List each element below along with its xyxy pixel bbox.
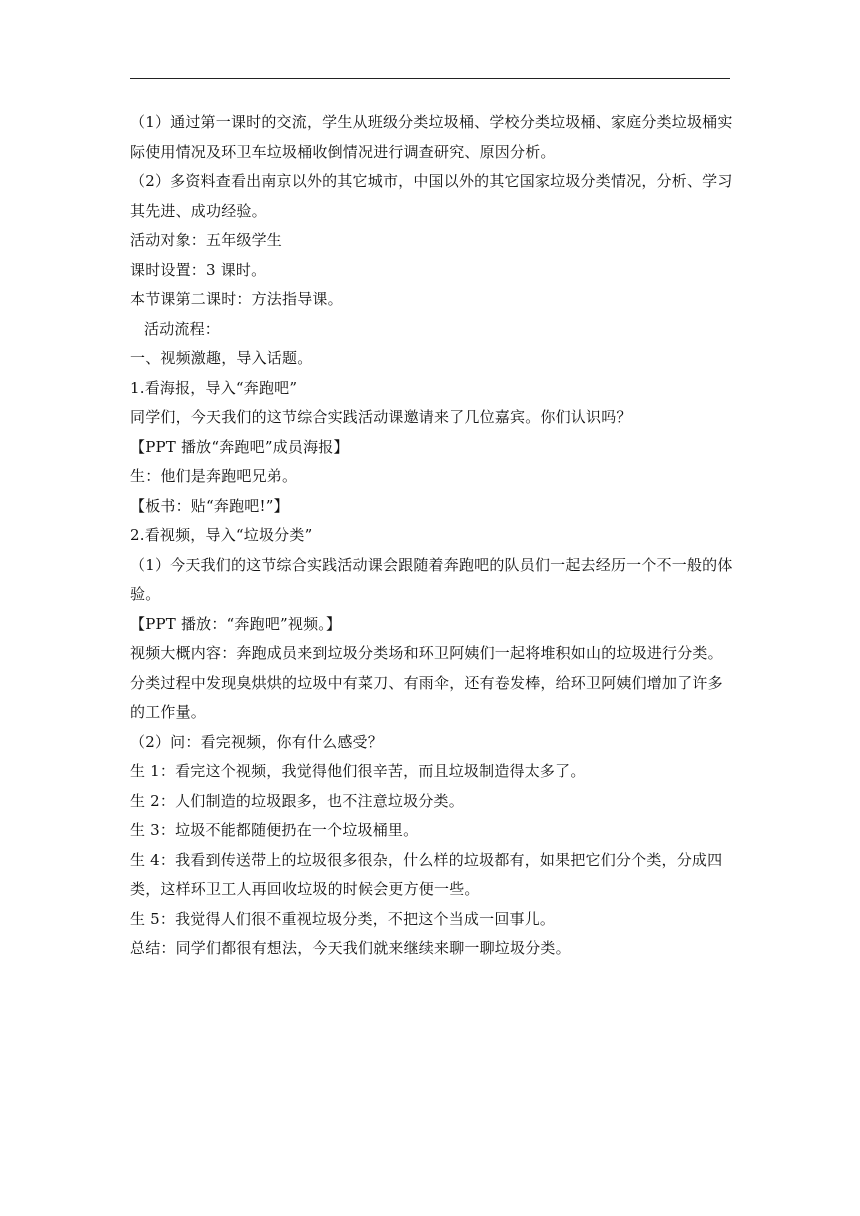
paragraph-lesson-type: 本节课第二课时：方法指导课。 — [130, 290, 343, 308]
paragraph-research-1: （1）通过第一课时的交流，学生从班级分类垃圾桶、学校分类垃圾桶、家庭分类垃圾桶实际使用情况及环卫车垃圾桶收倒情况进行调查研究、原因分析。 — [130, 113, 733, 161]
paragraph-student-reply: 生：他们是奔跑吧兄弟。 — [130, 467, 298, 485]
paragraph-video-intro: （1）今天我们的这节综合实践活动课会跟随着奔跑吧的队员们一起去经历一个不一般的体验。 — [130, 555, 733, 603]
paragraph-question: （2）问：看完视频，你有什么感受？ — [130, 732, 383, 751]
paragraph-activity-target: 活动对象：五年级学生 — [130, 231, 283, 249]
paragraph-ppt-video: 【PPT 播放：“奔跑吧”视频。】 — [130, 614, 342, 633]
paragraph-student-4: 生 4：我看到传送带上的垃圾很多很杂，什么样的垃圾都有，如果把它们分个类，分成四类，这样环卫工人再回收垃圾的时候会更方便一些。 — [130, 850, 723, 898]
section-heading-1: 一、视频激趣，导入话题。 — [130, 349, 313, 367]
subheading-poster: 1.看海报，导入“奔跑吧” — [130, 378, 298, 397]
paragraph-intro-guests: 同学们，今天我们的这节综合实践活动课邀请来了几位嘉宾。你们认识吗？ — [130, 408, 632, 426]
paragraph-video-content: 视频大概内容：奔跑成员来到垃圾分类场和环卫阿姨们一起将堆积如山的垃圾进行分类。分类过程中发现臭烘烘的垃圾中有菜刀、有雨伞，还有卷发棒，给环卫阿姨们增加了许多的工作量。 — [130, 644, 723, 721]
paragraph-student-5: 生 5：我觉得人们很不重视垃圾分类，不把这个当成一回事儿。 — [130, 909, 556, 928]
paragraph-activity-flow: 活动流程： — [144, 319, 221, 338]
header-divider — [130, 78, 730, 79]
paragraph-class-hours: 课时设置：3 课时。 — [130, 260, 267, 279]
paragraph-research-2: （2）多资料查看出南京以外的其它城市，中国以外的其它国家垃圾分类情况，分析、学习其先进、成功经验。 — [130, 172, 733, 220]
paragraph-student-1: 生 1：看完这个视频，我觉得他们很辛苦，而且垃圾制造得太多了。 — [130, 762, 586, 780]
paragraph-board-note: 【板书：贴“奔跑吧!”】 — [130, 496, 289, 515]
paragraph-summary: 总结：同学们都很有想法，今天我们就来继续来聊一聊垃圾分类。 — [130, 939, 571, 957]
paragraph-student-2: 生 2：人们制造的垃圾跟多，也不注意垃圾分类。 — [130, 791, 464, 810]
paragraph-ppt-poster: 【PPT 播放“奔跑吧”成员海报】 — [130, 437, 349, 456]
document-body — [130, 108, 734, 964]
subheading-video: 2.看视频，导入“垃圾分类” — [130, 526, 313, 544]
paragraph-student-3: 生 3：垃圾不能都随便扔在一个垃圾桶里。 — [130, 821, 419, 839]
